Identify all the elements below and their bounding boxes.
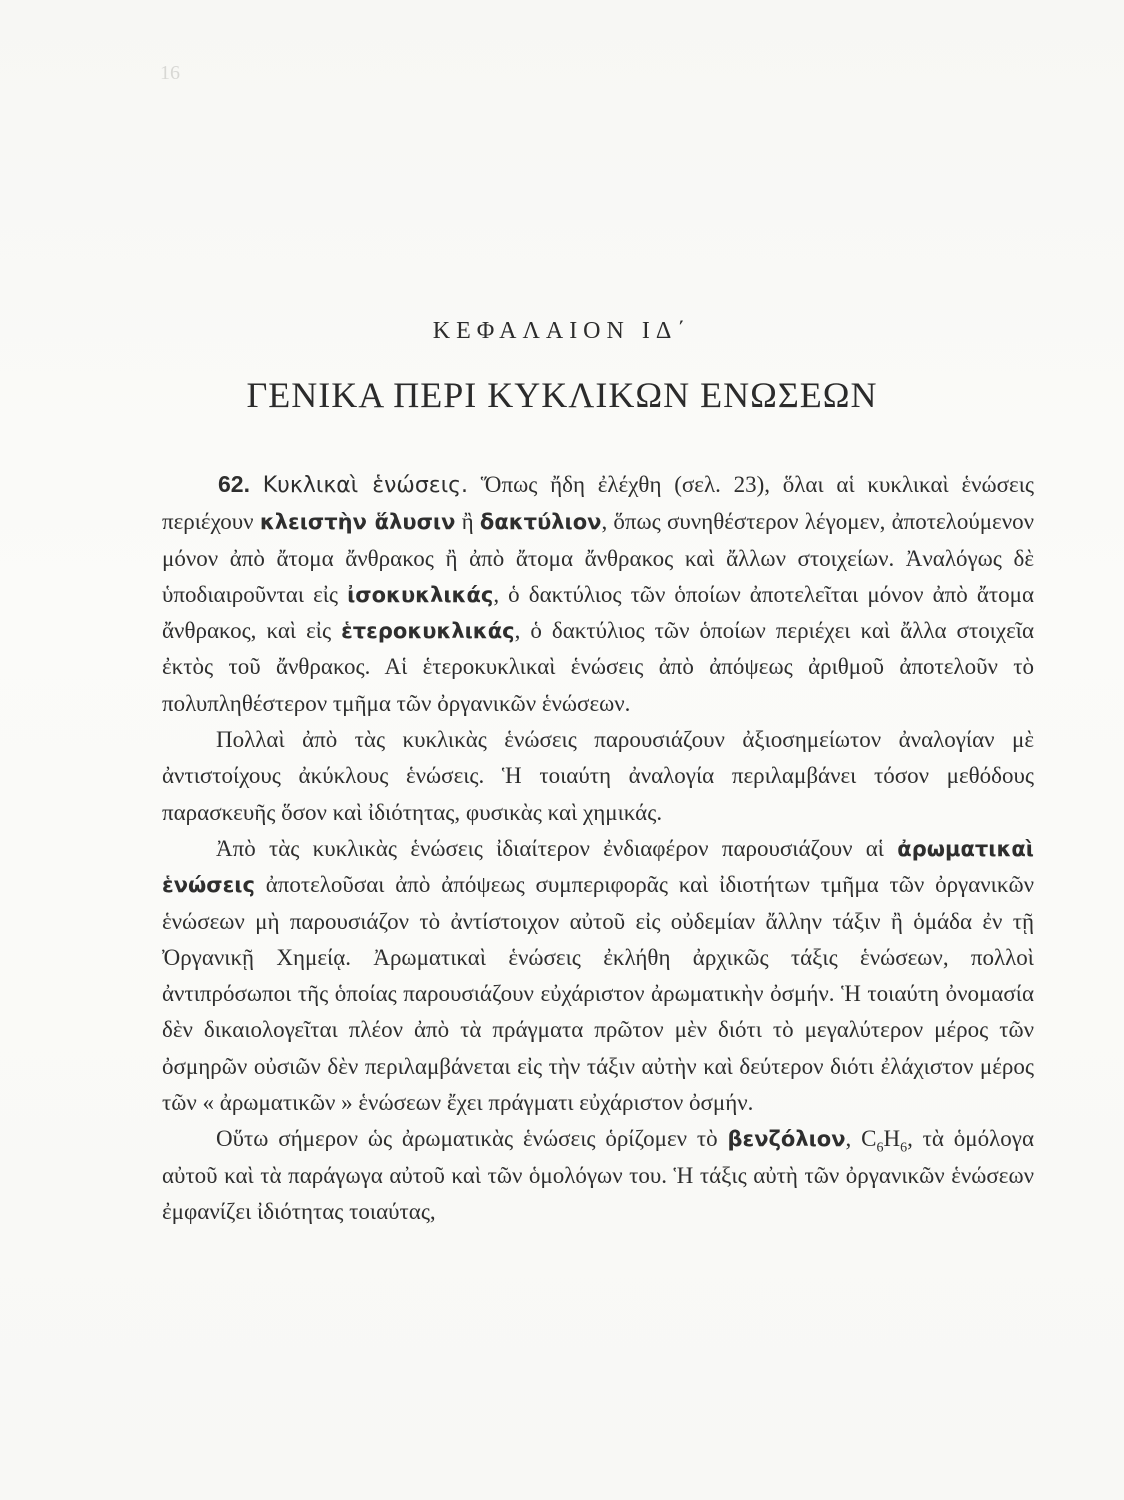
body-text [162, 466, 1034, 1230]
formula-hydrogen-subscript: 6 [900, 1140, 908, 1156]
paragraph-1 [162, 466, 1034, 722]
paragraph-1-text-4: , ὁ δακτύλιος τῶν ὁποίων ἀποτελεῖται μόνον ἀπὸ ἄτομα ἄνθρακος, καὶ εἰς [162, 581, 1035, 644]
term-closed-chain: κλειστὴν ἅλυσιν [259, 510, 456, 535]
term-ring: δακτύλιον [479, 510, 602, 535]
paragraph-1-text-3: , ὅπως συνηθέστερον λέγομεν, ἀποτελούμενον μόνον ἀπὸ ἄτομα ἄνθρακος ἢ ἀπὸ ἄτομα ἄνθρακος καὶ ἄλλων στοιχείων. Ἀναλόγως δὲ ὑποδιαιροῦνται εἰς [162, 509, 1034, 607]
term-isocyclic: ἰσοκυκλικάς [347, 582, 494, 607]
chapter-label: ΚΕΦΑΛΑΙΟΝ ΙΔ΄ [432, 318, 692, 344]
paragraph-4-text-1: Οὕτω σήμερον ὡς ἀρωματικὰς ἑνώσεις ὁρίζομεν τὸ [216, 1126, 728, 1152]
paragraph-2: Πολλαὶ ἀπὸ τὰς κυκλικὰς ἑνώσεις παρουσιάζουν ἀξιοσημείωτον ἀναλογίαν μὲ ἀντιστοίχους ἀκύκλους ἑνώσεις. Ἡ τοιαύτη ἀναλογία περιλαμβάνει τόσον μεθόδους παρασκευῆς ὅσον καὶ ἰδιότητας, φυσικὰς καὶ χημικάς. [162, 727, 1034, 825]
paragraph-3-text-1: Ἀπὸ τὰς κυκλικὰς ἑνώσεις ἰδιαίτερον ἐνδιαφέρον παρουσιάζουν αἱ [216, 835, 898, 861]
formula-hydrogen: H [883, 1126, 901, 1152]
term-aromatic-compounds: ἀρωματικαὶ ἑνώσεις [162, 836, 1034, 898]
paragraph-1-text-1: Ὅπως ἤδη ἐλέχθη (σελ. 23), ὅλαι αἱ κυκλικαὶ ἑνώσεις περιέχουν [162, 472, 1034, 535]
benzene-formula [861, 1126, 908, 1156]
paragraph-1-text-2: ἢ [455, 509, 480, 535]
formula-carbon: C [861, 1126, 877, 1152]
paragraph-4-text-3: , τὰ ὁμόλογα αὐτοῦ καὶ τὰ παράγωγα αὐτοῦ καὶ τῶν ὁμολόγων του. Ἡ τάξις αὐτὴ τῶν ὀργανικῶν ἑνώσεων ἐμφανίζει ἰδιότητας τοιαύτας, [162, 1126, 1034, 1224]
section-number: 62. [218, 471, 250, 497]
section-title: Κυκλικαὶ ἑνώσεις. [262, 473, 469, 498]
paragraph-4 [162, 1121, 1034, 1230]
paragraph-4-text-2: , [845, 1126, 862, 1152]
term-heterocyclic: ἑτεροκυκλικάς [341, 619, 515, 644]
paragraph-3 [162, 831, 1034, 1121]
paragraph-3-text-2: ἀποτελοῦσαι ἀπὸ ἀπόψεως συμπεριφορᾶς καὶ ἰδιοτήτων τμῆμα τῶν ὀργανικῶν ἑνώσεων μὴ παρουσιάζον τὸ ἀντίστοιχον αὐτοῦ εἰς οὐδεμίαν ἄλλην τάξιν ἢ ὁμάδα ἐν τῇ Ὀργανικῇ Χημείᾳ. Ἀρωματικαὶ ἑνώσεις ἐκλήθη ἀρχικῶς τάξις ἑνώσεων, πολλοὶ ἀντιπρόσωποι τῆς ὁποίας παρουσιάζουν εὐχάριστον ἀρωματικὴν ὀσμήν. Ἡ τοιαύτη ὀνομασία δὲν δικαιολογεῖται πλέον ἀπὸ τὰ πράγματα πρῶτον μὲν διότι τὸ μεγαλύτερον μέρος τῶν ὀσμηρῶν οὐσιῶν δὲν περιλαμβάνεται εἰς τὴν τάξιν αὐτὴν καὶ δεύτερον διότι ἐλάχιστον μέρος τῶν « ἀρωματικῶν » ἑνώσεων ἔχει πράγματι εὐχάριστον ὀσμήν. [162, 872, 1034, 1116]
paragraph-1-text-5: , ὁ δακτύλιος τῶν ὁποίων περιέχει καὶ ἄλλα στοιχεῖα ἐκτὸς τοῦ ἄνθρακος. Αἱ ἑτεροκυκλικαὶ ἑνώσεις ἀπὸ ἀπόψεως ἀριθμοῦ ἀποτελοῦν τὸ πολυπληθέστερον τμῆμα τῶν ὀργανικῶν ἑνώσεων. [162, 618, 1034, 716]
term-benzene: βενζόλιον [727, 1127, 846, 1152]
page-number: 16 [160, 62, 180, 84]
formula-carbon-subscript: 6 [876, 1140, 884, 1156]
chapter-title: ΓΕΝΙΚΑ ΠΕΡΙ ΚΥΚΛΙΚΩΝ ΕΝΩΣΕΩΝ [246, 375, 878, 415]
